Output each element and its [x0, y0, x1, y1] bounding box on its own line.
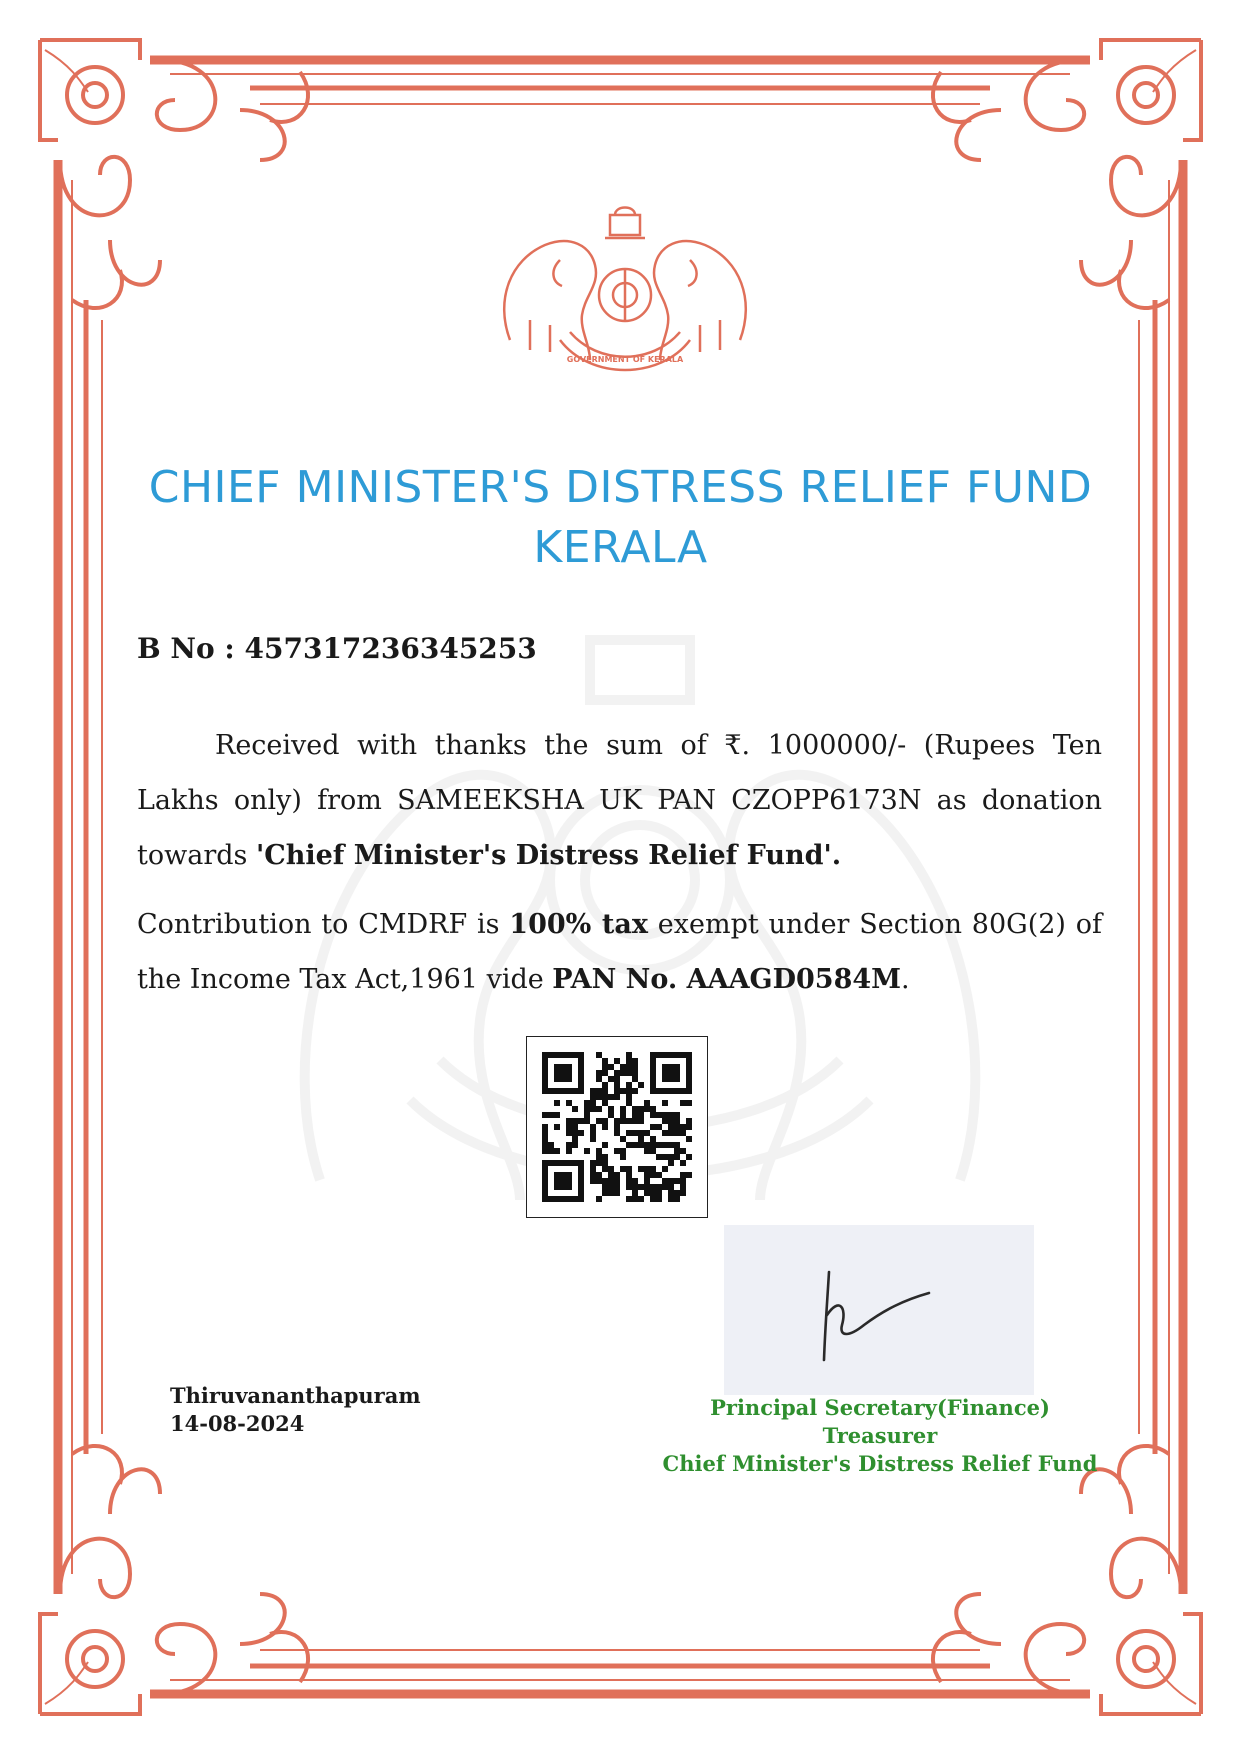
issue-place-date	[170, 1382, 421, 1438]
fund-title-state: KERALA	[533, 522, 708, 573]
qr-code-box[interactable]	[526, 1036, 708, 1218]
issue-date: 14-08-2024	[170, 1411, 305, 1436]
svg-text:GOVERNMENT OF KERALA: GOVERNMENT OF KERALA	[566, 355, 684, 364]
fund-name: 'Chief Minister's Distress Relief Fund'.	[255, 840, 842, 871]
signature-image	[724, 1225, 1034, 1395]
tax-text-middle: exempt under Section 80G(2) of the Income Tax Act,1961 vide	[137, 909, 1102, 995]
signatory-role: Treasurer	[822, 1423, 938, 1448]
bill-number-line	[137, 632, 537, 665]
signatory-designation: Principal Secretary(Finance)	[710, 1395, 1050, 1420]
tax-text-suffix: .	[901, 964, 910, 995]
tax-percentage: 100% tax	[509, 909, 648, 940]
qr-code-icon	[542, 1052, 692, 1202]
tax-exemption-note	[137, 897, 1102, 1007]
bill-number-label: B No :	[137, 632, 245, 665]
tax-text-prefix: Contribution to CMDRF is	[137, 909, 510, 940]
fund-pan-number: PAN No. AAAGD0584M	[552, 964, 902, 995]
signatory-block	[640, 1394, 1120, 1478]
signatory-fund: Chief Minister's Distress Relief Fund	[662, 1451, 1098, 1476]
bill-number-value: 457317236345253	[244, 632, 537, 665]
kerala-state-emblem-icon	[490, 200, 760, 380]
issue-place: Thiruvananthapuram	[170, 1383, 421, 1408]
handwritten-signature-icon	[724, 1225, 1034, 1395]
receipt-acknowledgement	[137, 718, 1102, 883]
receipt-text-suffix: /- (Rupees Ten Lakhs only) from SAMEEKSHA UK PAN CZOPP6173N as donation towards	[137, 730, 1103, 871]
fund-title: CHIEF MINISTER'S DISTRESS RELIEF FUND	[148, 462, 1093, 513]
receipt-text-prefix: Received with thanks the sum of ₹.	[215, 730, 768, 761]
donation-amount: 1000000	[767, 730, 888, 761]
